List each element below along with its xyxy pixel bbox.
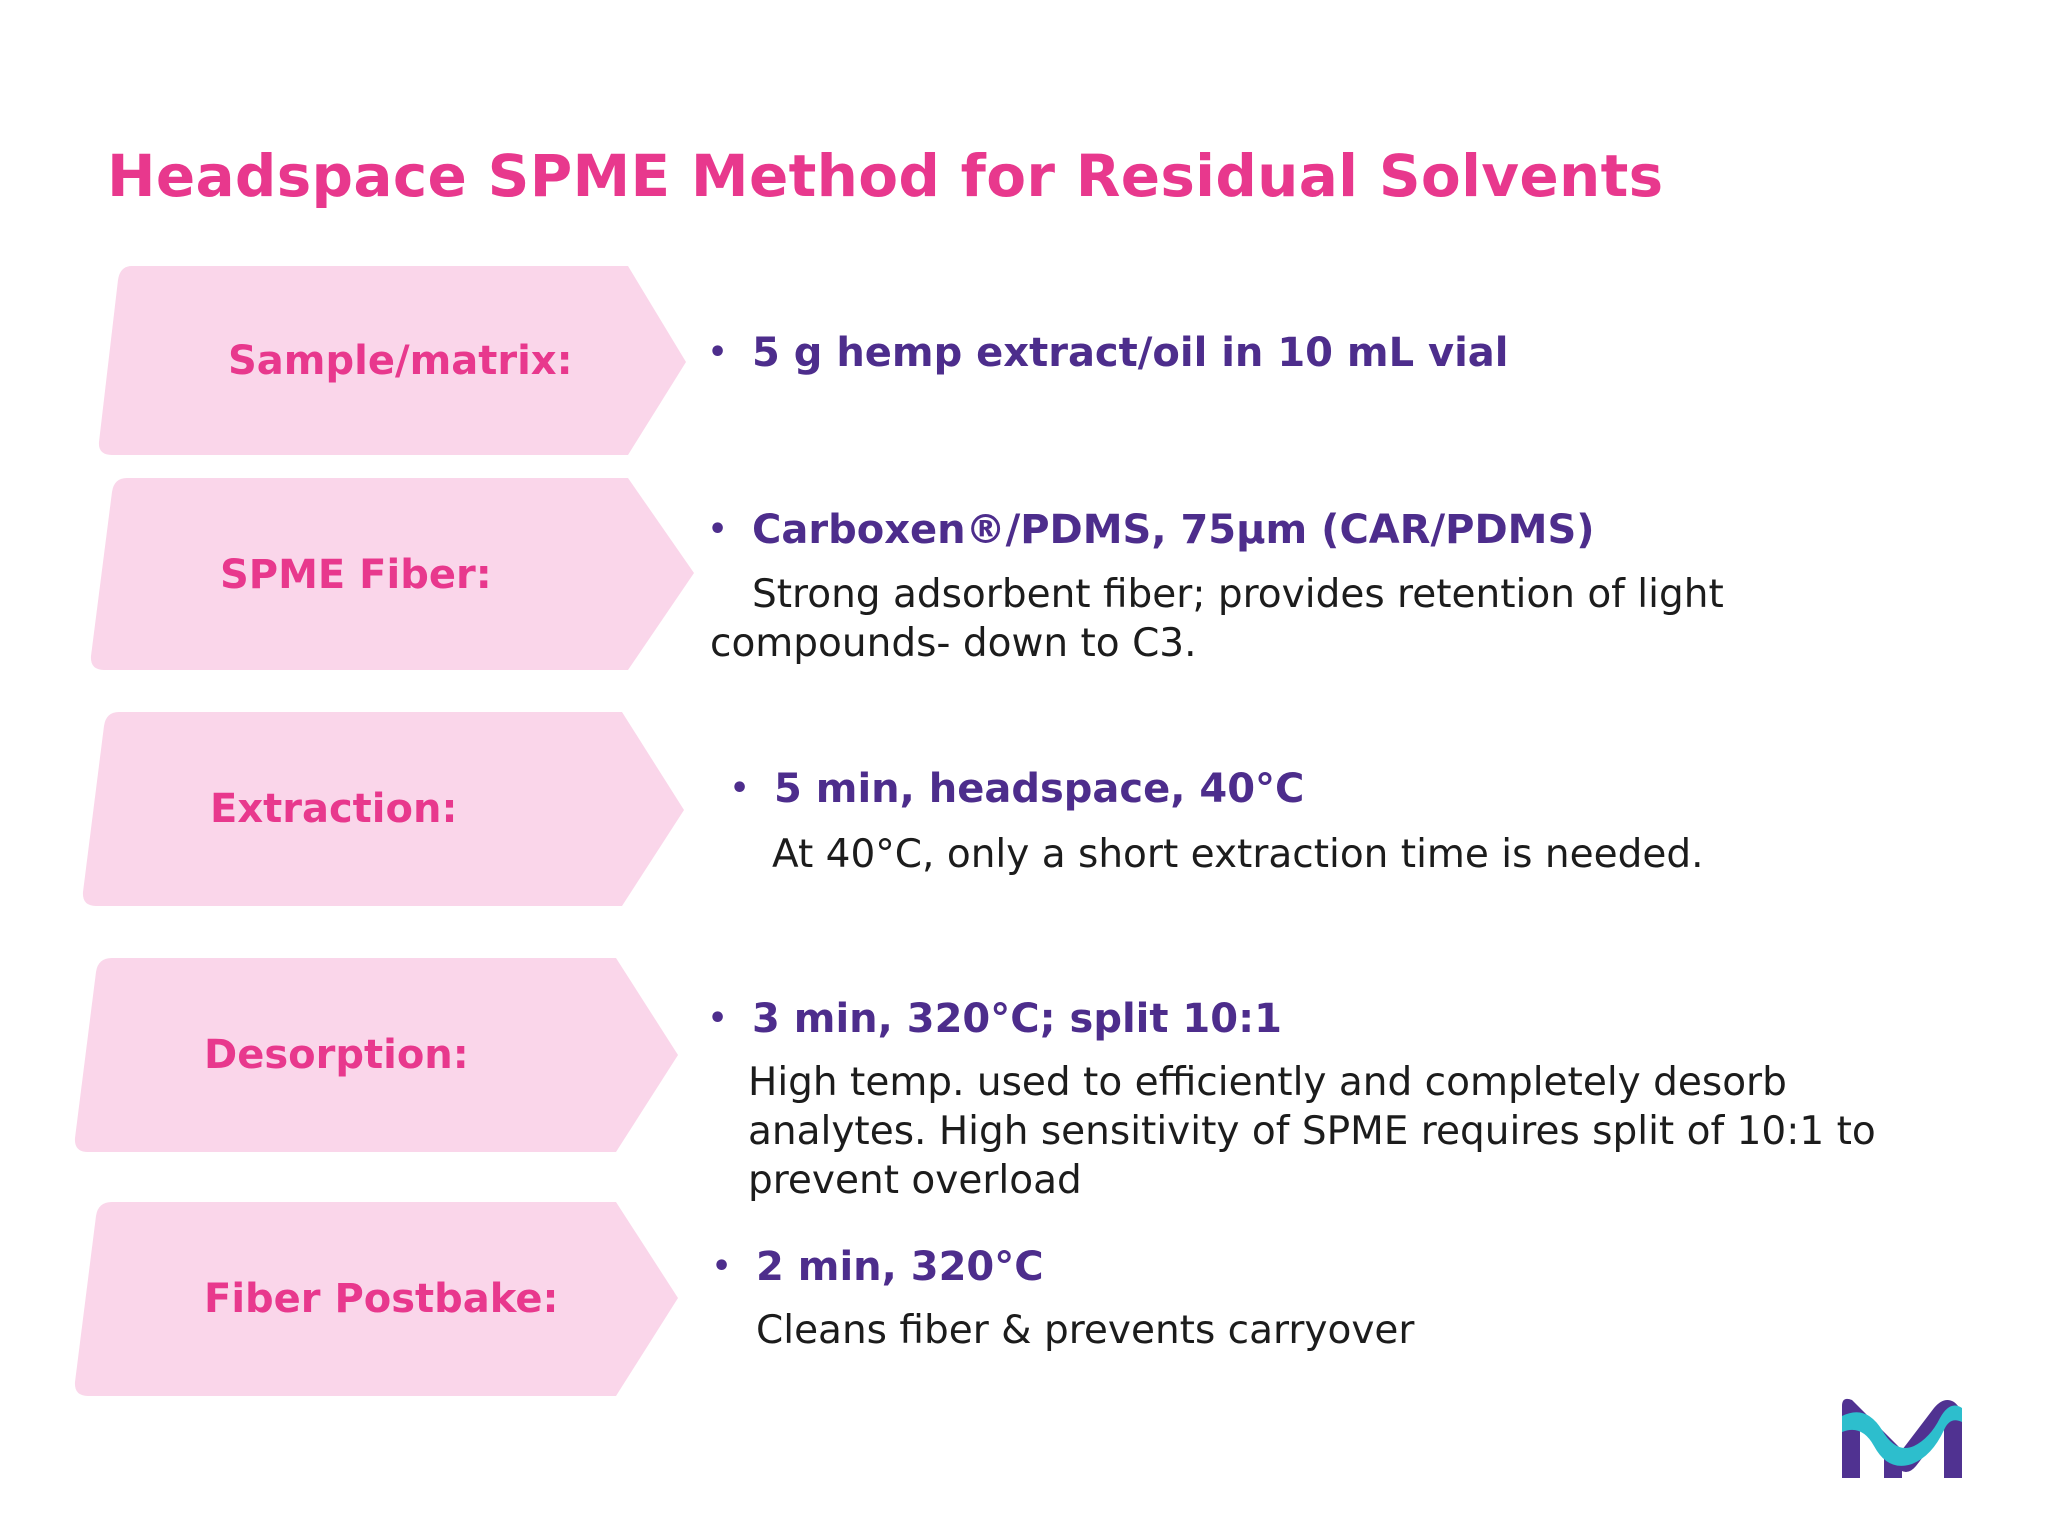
bullet-icon: • xyxy=(730,771,750,806)
bullet-icon: • xyxy=(708,335,728,370)
step-detail-fiber: • Carboxen®/PDMS, 75µm (CAR/PDMS) xyxy=(708,507,1595,553)
bullet-icon: • xyxy=(708,1001,728,1036)
step-detail-desorption: • 3 min, 320°C; split 10:1 xyxy=(708,996,1282,1042)
step-note-extraction: At 40°C, only a short extraction time is needed. xyxy=(772,832,1704,877)
step-detail-postbake: • 2 min, 320°C xyxy=(712,1244,1044,1290)
step-note-desorption: High temp. used to efficiently and completely desorb analytes. High sensitivity of SPME requires split of 10:1 to prevent overload xyxy=(748,1060,1876,1203)
step-detail-extraction: • 5 min, headspace, 40°C xyxy=(730,766,1305,812)
step-label-sample: Sample/matrix: xyxy=(228,338,573,384)
bullet-icon: • xyxy=(712,1249,732,1284)
bullet-icon: • xyxy=(708,512,728,547)
step-label-postbake: Fiber Postbake: xyxy=(204,1276,559,1322)
step-note-postbake: Cleans fiber & prevents carryover xyxy=(756,1308,1415,1353)
step-label-fiber: SPME Fiber: xyxy=(220,552,492,598)
step-note-fiber: Strong adsorbent fiber; provides retention of light compounds- down to C3. xyxy=(710,572,1724,666)
slide-title: Headspace SPME Method for Residual Solvents xyxy=(107,142,1664,210)
step-label-desorption: Desorption: xyxy=(204,1032,469,1078)
step-label-extraction: Extraction: xyxy=(210,786,458,832)
step-detail-sample: • 5 g hemp extract/oil in 10 mL vial xyxy=(708,330,1509,376)
m-logo-icon xyxy=(1836,1394,1968,1484)
